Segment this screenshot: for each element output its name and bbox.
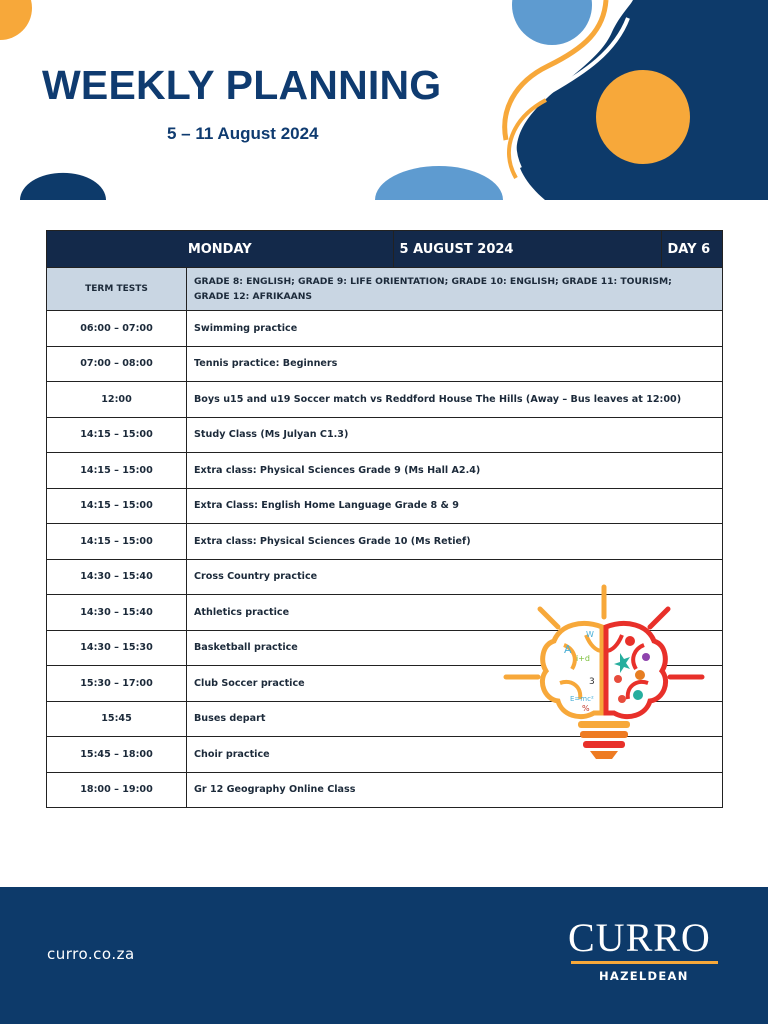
brain-glyph-emc2: E=mc² <box>570 695 594 703</box>
row-activity: Extra class: Physical Sciences Grade 9 (Ms Hall A2.4) <box>187 453 723 489</box>
orange-circle-right <box>596 70 690 164</box>
row-time: 18:00 – 19:00 <box>47 772 187 808</box>
term-tests-label: TERM TESTS <box>47 268 187 311</box>
term-tests-line-1: GRADE 8: ENGLISH; GRADE 9: LIFE ORIENTATION; GRADE 10: ENGLISH; GRADE 11: TOURISM; <box>194 276 672 287</box>
website-link[interactable]: curro.co.za <box>47 945 135 963</box>
row-time: 06:00 – 07:00 <box>47 311 187 347</box>
row-activity: Boys u15 and u19 Soccer match vs Reddford House The Hills (Away – Bus leaves at 12:00) <box>187 382 723 418</box>
day-name: MONDAY <box>47 231 394 268</box>
table-row <box>47 453 723 489</box>
term-tests-line-2: GRADE 12: AFRIKAANS <box>194 291 313 302</box>
row-time: 14:15 – 15:00 <box>47 524 187 560</box>
row-activity: Choir practice <box>187 737 723 773</box>
row-activity: Gr 12 Geography Online Class <box>187 772 723 808</box>
row-activity: Cross Country practice <box>187 559 723 595</box>
term-tests-row <box>47 268 723 311</box>
row-activity: Athletics practice <box>187 595 723 631</box>
table-row <box>47 346 723 382</box>
header-date: 5 AUGUST 2024 <box>393 231 661 268</box>
term-tests-value <box>187 268 723 311</box>
row-time: 14:30 – 15:30 <box>47 630 187 666</box>
row-time: 14:15 – 15:00 <box>47 417 187 453</box>
brain-glyph-a: A <box>564 643 572 656</box>
row-activity: Swimming practice <box>187 311 723 347</box>
table-row <box>47 772 723 808</box>
brain-glyph-w: W <box>586 630 594 639</box>
page-title: WEEKLY PLANNING <box>42 62 442 108</box>
row-activity: Tennis practice: Beginners <box>187 346 723 382</box>
top-blue-circle <box>512 0 592 45</box>
brain-glyph-percent: % <box>582 704 590 713</box>
bottom-left-blue-semicircle <box>20 173 106 200</box>
row-time: 15:30 – 17:00 <box>47 666 187 702</box>
table-row <box>47 417 723 453</box>
row-activity: Extra class: Physical Sciences Grade 10 (Ms Retief) <box>187 524 723 560</box>
row-time: 15:45 <box>47 701 187 737</box>
row-activity: Extra Class: English Home Language Grade 8 & 9 <box>187 488 723 524</box>
table-row <box>47 311 723 347</box>
curro-logo: CURRO <box>568 915 711 960</box>
top-left-orange-circle <box>0 0 32 40</box>
row-time: 14:30 – 15:40 <box>47 559 187 595</box>
row-time: 14:30 – 15:40 <box>47 595 187 631</box>
date-range: 5 – 11 August 2024 <box>167 124 319 143</box>
row-time: 14:15 – 15:00 <box>47 488 187 524</box>
row-time: 07:00 – 08:00 <box>47 346 187 382</box>
row-time: 12:00 <box>47 382 187 418</box>
brain-glyph-3: 3 <box>589 677 595 687</box>
bottom-center-blue-semicircle <box>375 166 503 200</box>
row-activity: Basketball practice <box>187 630 723 666</box>
row-activity: Club Soccer practice <box>187 666 723 702</box>
lightbulb-brain-icon <box>500 583 710 768</box>
table-row <box>47 524 723 560</box>
row-time: 15:45 – 18:00 <box>47 737 187 773</box>
row-activity: Study Class (Ms Julyan C1.3) <box>187 417 723 453</box>
campus-name: HAZELDEAN <box>599 969 689 983</box>
row-activity: Buses depart <box>187 701 723 737</box>
row-time: 14:15 – 15:00 <box>47 453 187 489</box>
table-header-row <box>47 231 723 268</box>
logo-divider <box>571 961 718 964</box>
table-row <box>47 488 723 524</box>
table-row <box>47 382 723 418</box>
day-number: DAY 6 <box>661 231 722 268</box>
brain-glyph-i-d: i+d <box>576 654 591 663</box>
